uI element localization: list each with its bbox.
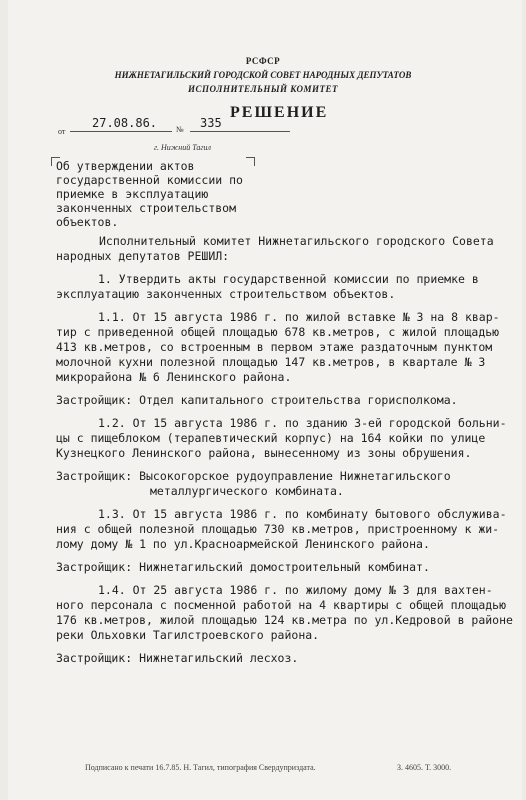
body-line: народных депутатов РЕШИЛ: bbox=[56, 249, 230, 263]
council-heading: НИЖНЕТАГИЛЬСКИЙ ГОРОДСКОЙ СОВЕТ НАРОДНЫХ ДЕПУТАТОВ bbox=[114, 70, 412, 80]
print-footer bbox=[0, 763, 526, 775]
body-line: лому дому № 1 по ул.Красноармейской Ленинского района. bbox=[56, 537, 430, 551]
date-underline bbox=[70, 131, 172, 132]
body-line: 1.3. От 15 августа 1986 г. по комбинату бытового обслужива- bbox=[98, 507, 507, 521]
body-line: молочной кухни полезной площадью 147 кв.метров, в квартале № 3 bbox=[56, 355, 486, 369]
number-label: № bbox=[176, 125, 184, 134]
republic-heading: РСФСР bbox=[245, 56, 281, 66]
body-line: Застройщик: Нижнетагильский домостроительный комбинат. bbox=[56, 560, 430, 574]
body-line: эксплуатацию законченных строительством объектов. bbox=[56, 287, 396, 301]
decision-number: 335 bbox=[200, 116, 222, 130]
footer-order-info: З. 4605. Т. 3000. bbox=[397, 763, 452, 772]
body-line: 413 кв.метров, со встроенным в первом этаже раздаточным пунктом bbox=[56, 340, 493, 354]
committee-heading: ИСПОЛНИТЕЛЬНЫЙ КОМИТЕТ bbox=[188, 84, 338, 94]
decision-date: 27.08.86. bbox=[92, 116, 158, 130]
body-line: Застройщик: Высокогорское рудоуправление Нижнетагильского bbox=[56, 469, 451, 483]
body-line: Исполнительный комитет Нижнетагильского городского Совета bbox=[99, 234, 494, 248]
date-label: от bbox=[58, 127, 66, 136]
city-label: г. Нижний Тагил bbox=[154, 143, 211, 152]
body-line: тир с приведенной общей площадью 678 кв.метров, с жилой площадью bbox=[56, 325, 500, 339]
body-line: Кузнецкого Ленинского района, вынесенному из зоны обрушения. bbox=[56, 446, 472, 460]
body-line: Застройщик: Нижнетагильский лесхоз. bbox=[56, 651, 299, 665]
body-line: ного персонала с посменной работой на 4 квартиры с общей площадью bbox=[56, 598, 507, 612]
number-underline bbox=[190, 131, 290, 132]
footer-print-info: Подписано к печати 16.7.85. Н. Тагил, типография Свердуприздата. bbox=[85, 763, 316, 772]
body-line: 1.4. От 25 августа 1986 г. по жилому дому № 3 для вахтен- bbox=[98, 583, 493, 597]
body-line: металлургического комбината. bbox=[150, 484, 344, 498]
body-line: 1.1. От 15 августа 1986 г. по жилой вставке № 3 на 8 квар- bbox=[98, 310, 500, 324]
body-line: 176 кв.метров, жилой площадью 124 кв.метра по ул.Кедровой в районе bbox=[56, 613, 513, 627]
body-line: цы с пищеблоком (терапевтический корпус) на 164 койки по улице bbox=[56, 431, 486, 445]
body-line: 1.2. От 15 августа 1986 г. по зданию 3-ей городской больни- bbox=[98, 416, 507, 430]
body-line: Застройщик: Отдел капитального строительства горисполкома. bbox=[56, 393, 458, 407]
body-line: ния с общей полезной площадью 730 кв.метров, пристроенному к жи- bbox=[56, 522, 500, 536]
subject-text: Об утверждении актов государственной комиссии по приемке в эксплуатацию законченных строительством объектов. bbox=[56, 159, 243, 229]
body-line: реки Ольховки Тагилстроевского района. bbox=[56, 628, 320, 642]
body-line: 1. Утвердить акты государственной комиссии по приемке в bbox=[98, 272, 479, 286]
decision-title: РЕШЕНИЕ bbox=[230, 104, 329, 121]
body-line: микрорайона № 6 Ленинского района. bbox=[56, 370, 292, 384]
